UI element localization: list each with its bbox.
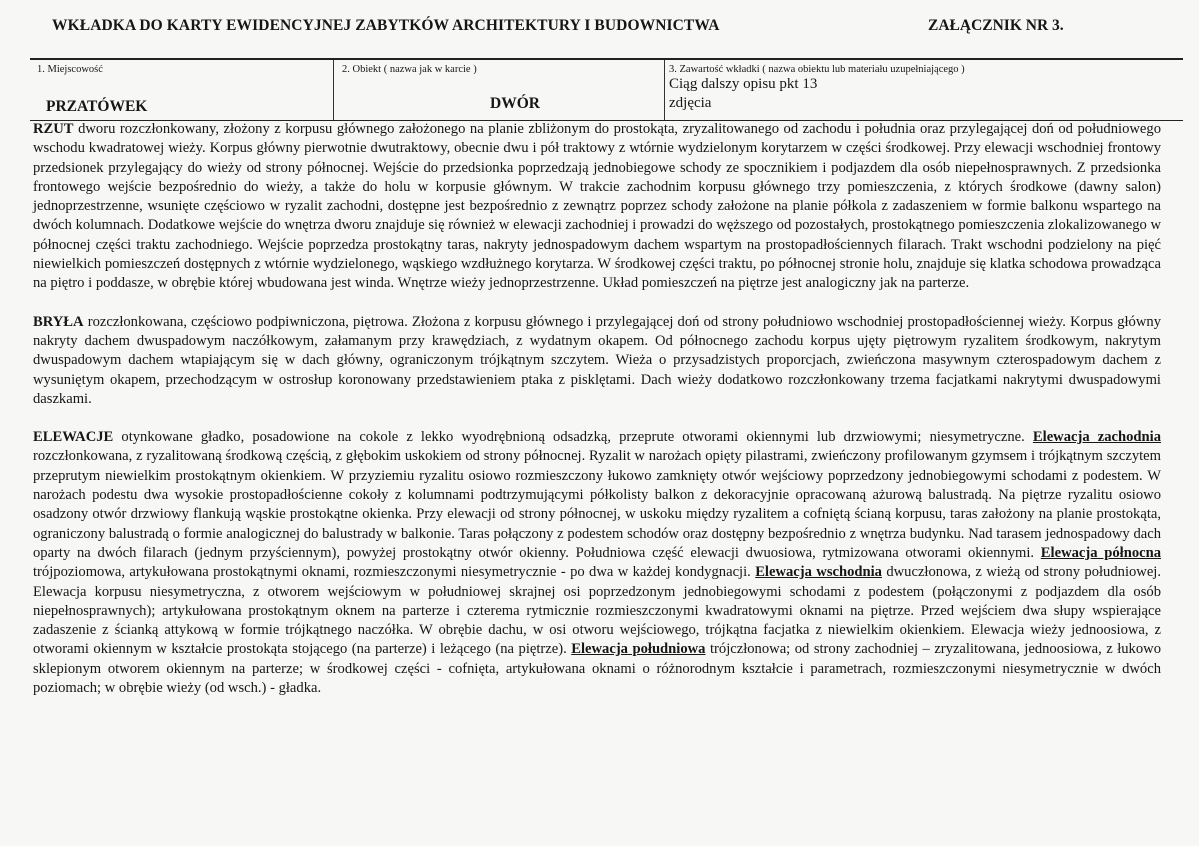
- bryla-heading: BRYŁA: [33, 313, 84, 330]
- object-value: DWÓR: [490, 95, 540, 112]
- meta-table: [30, 60, 1183, 121]
- rzut-heading: RZUT: [33, 121, 74, 137]
- annex-number: ZAŁĄCZNIK NR 3.: [928, 17, 1064, 34]
- locality-label: 1. Miejscowość: [37, 64, 103, 75]
- elewacje-text-2: rozczłonkowana, z ryzalitowaną środkową częścią, z głębokim uskokiem od strony północnej. Ryzalit w narożach opięty pilastrami, zwieńczony profilowanym gzymsem i trójkątnym szczytem przeprutym niewielkim prostokątnym okienkiem. W przyziemiu ryzalitu osiowo rozmieszczony łukowo zamknięty otwór wejściowy poprzedzony jednobiegowymi schodami z podestem. W narożach podestu dwa wysokie prostopadłościenne cokoły z kolumnami podtrzymującymi półkolisty balkon z dekoracyjnie opracowaną ażurową balustradą. Na piętrze ryzalitu osiowo osadzony otwór drzwiowy flankują wąskie prostokątne okienka. Przy elewacji od strony północnej, w uskoku między ryzalitem a cofniętą ścianą korpusu, taras założony na planie prostokąta, ograniczony balustradą o formie analogicznej do balustrady w balkonie. Taras połączony z podestem schodów oraz dostępny bezpośrednio z wnętrza budynku. Nad tarasem jednospadowy dach oparty na dwóch filarach (jednym przyściennym), powyżej prostokątny otwór okienny. Południowa część elewacji dwuosiowa, rytmizowana otworami okiennymi.: [33, 448, 1161, 561]
- west-elevation-label: Elewacja zachodnia: [1032, 429, 1162, 446]
- rzut-text: dworu rozczłonkowany, złożony z korpusu głównego założonego na planie zbliżonym do prostokąta, zryzalitowanego od zachodu i południa oraz przylegającej doń od południowego wschodu kwadratowej wieży. Korpus główny pierwotnie dwutraktowy, obecnie dwu i pół traktowy z wtórnie wydzielonym korytarzem w części środkowej. Przy elewacji wschodniej frontowy przedsionek przylegający do wieży od strony północnej. Wejście do przedsionka poprzedzają jednobiegowe schody ze spocznikiem i podjazdem dla osób niepełnosprawnych. Z przedsionka frontowego wejście bezpośrednio do wieży, a także do holu w korpusie głównym. W trakcie zachodnim korpusu głównego trzy pomieszczenia, z których środkowe (dawny salon) jednoprzestrzenne, wsunięte częściowo w ryzalit zachodni, dostępne jest bezpośrednio z zewnątrz poprzez schody założone na planie półkola z zadaszeniem w formie balkonu wspartego na dwóch kolumnach. Dodatkowe wejście do wnętrza dworu znajduje się również w elewacji zachodniej i prowadzi do węższego od pozostałych, prostokątnego pomieszczenia zlokalizowanego w północnej części traktu zachodniego. Wejście poprzedza prostokątny taras, nakryty jednospadowym dachem wspartym na prostopadłościennych filarach. Trakt wschodni podzielony na pięć niewielkich pomieszczeń dostępnych z wtórnie wydzielonego, wąskiego wzdłużnego korytarza. W środkowej części traktu, po północnej stronie holu, znajduje się klatka schodowa prowadząca na piętro i poddasze, w obrębie której wbudowana jest winda. Wnętrze wieży jednoprzestrzenne. Układ pomieszczeń na piętrze jest analogiczny jak na parterze.: [33, 121, 1161, 292]
- contents-label: 3. Zawartość wkładki ( nazwa obiektu lub materiału uzupełniającego ): [669, 64, 965, 75]
- rzut-paragraph: [33, 120, 1161, 294]
- elewacje-paragraph: [33, 428, 1161, 698]
- elewacje-text-3: trójpoziomowa, artykułowana prostokątnymi oknami, rozmieszczonymi niesymetrycznie - po dwa w każdej kondygnacji.: [33, 564, 756, 581]
- object-label: 2. Obiekt ( nazwa jak w karcie ): [342, 64, 477, 75]
- bryla-text: rozczłonkowana, częściowo podpiwniczona, piętrowa. Złożona z korpusu głównego i przylegającej doń od strony południowo wschodniej prostopadłościennej wieży. Korpus główny nakryty dachem dwuspadowym naczółkowym, załamanym przy krawędziach, z wydatnym okapem. Od północnego zachodu korpus ujęty piętrowym ryzalitem środkowym, nakrytym dwuspadowym dachem wtapiającym się w dach główny, ograniczonym trójkątnym szczytem. Wieża o przysadzistych proporcjach, zwieńczona masywnym czterospadowym dachem z wysuniętym okapem, przechodzącym w ostrosłup koronowany przedstawieniem ptaka z pisklętami. Dach wieży dodatkowo rozczłonkowany trzema facjatkami nakrytymi dwuspadowymi daszkami.: [33, 313, 1161, 407]
- object-cell: [334, 60, 665, 120]
- locality-value: PRZATÓWEK: [46, 98, 148, 115]
- contents-cell: [665, 60, 1183, 120]
- description-body: [33, 120, 1161, 698]
- elewacje-text-1: otynkowane gładko, posadowione na cokole z lekko wyodrębnioną odsadzką, przeprute otworami okiennymi lub drzwiowymi; niesymetryczne.: [113, 429, 1033, 446]
- north-elevation-label: Elewacja północna: [1040, 544, 1162, 561]
- elewacje-heading: ELEWACJE: [33, 429, 114, 446]
- bryla-paragraph: [33, 313, 1161, 409]
- elewacje-text-4: dwuczłonowa, z wieżą od strony południowej. Elewacja korpusu niesymetryczna, z otworem wejściowym w południowej skrajnej osi poprzedzonym jednobiegowymi schodami z podestem (połączonymi z podjazdem dla osób niepełnosprawnych); artykułowana prostokątnym oknem na parterze i czterema rytmicznie rozmieszczonymi kwadratowymi oknami na piętrze. Przed wejściem dwa słupy wspierające zadaszenie z ścianką attykową w formie trójkątnego naczółka. W obrębie dachu, w osi otworu wejściowego, trójkątna facjatka z niewielkim okienkiem. Elewacja wieży jednoosiowa, z otworami okiennym w kształcie prostokąta stojącego (na parterze) i leżącego (na piętrze).: [33, 564, 1162, 658]
- locality-cell: [30, 60, 334, 120]
- elewacje-text-5: trójczłonowa; od strony zachodniej – zryzalitowana, jednoosiowa, z łukowo sklepionym otworem okiennym na parterze; w środkowej części - cofnięta, artykułowana oknami o różnorodnym kształcie i parametrach, rozmieszczonymi niesymetrycznie w dwóch poziomach; w obrębie wieży (od wsch.) - gładka.: [33, 641, 1161, 697]
- south-elevation-label: Elewacja południowa: [571, 641, 706, 658]
- east-elevation-label: Elewacja wschodnia: [755, 564, 882, 581]
- contents-line-1: Ciąg dalszy opisu pkt 13: [669, 76, 818, 92]
- document-title: WKŁADKA DO KARTY EWIDENCYJNEJ ZABYTKÓW ARCHITEKTURY I BUDOWNICTWA: [52, 17, 720, 34]
- contents-line-2: zdjęcia: [669, 95, 712, 111]
